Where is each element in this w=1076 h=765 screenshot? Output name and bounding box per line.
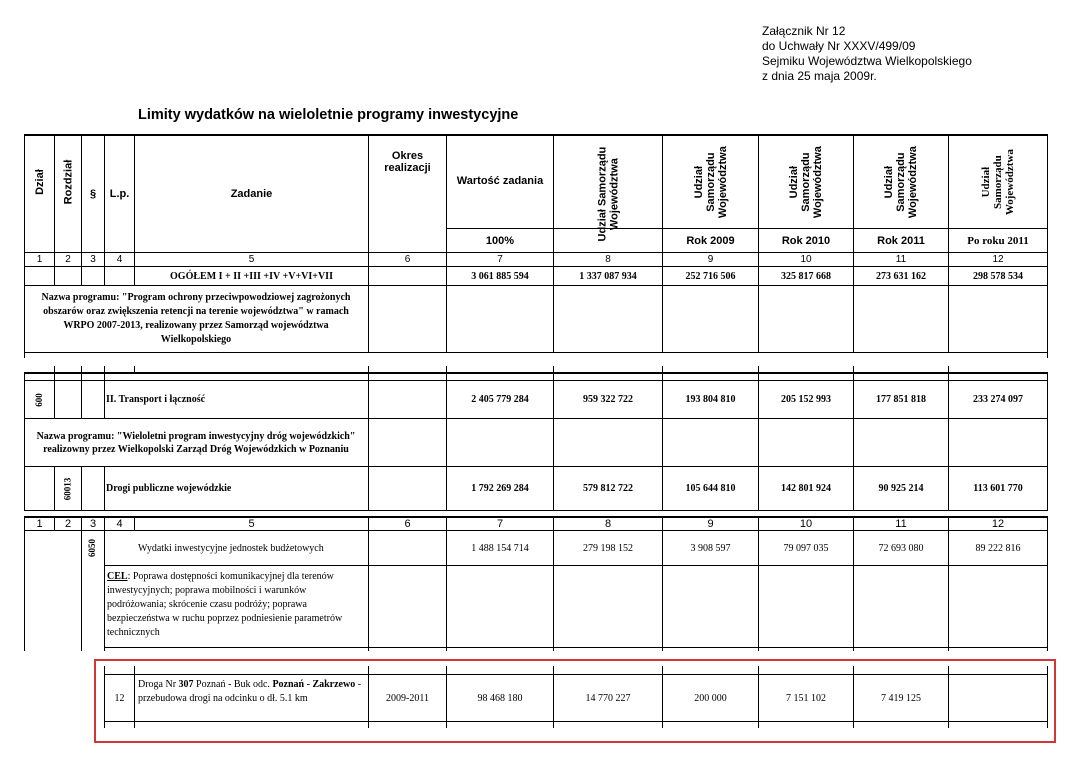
program-2-name: Nazwa programu: "Wieloletni program inwestycyjny dróg wojewódzkich" realizowny przez Wielkopolski Zarząd Dróg Wojewódzkich w Poznaniu bbox=[36, 430, 356, 455]
colnum-4: 4 bbox=[116, 254, 123, 265]
colnum2-1: 1 bbox=[36, 518, 43, 530]
program-1-name: Nazwa programu: "Program ochrony przeciwpowodziowej zagrożonych obszarów oraz zwiększenia retencji na terenie województwa" w ramach WRPO 2007-2013, realizowany przez Samorząd województwa Wielkopolskiego bbox=[41, 292, 351, 345]
task-section: Poznań - Zakrzewo bbox=[272, 679, 356, 690]
drogi-value: 579 812 722 bbox=[583, 483, 633, 494]
document-title: Limity wydatków na wieloletnie programy inwestycyjne bbox=[138, 107, 519, 123]
col-2009-header: Rok 2009 bbox=[686, 234, 735, 247]
total-row-value: 3 061 885 594 bbox=[471, 270, 529, 282]
colnum-1: 1 bbox=[36, 254, 43, 265]
colnum2-7: 7 bbox=[496, 518, 504, 530]
colnum-11: 11 bbox=[895, 254, 907, 265]
colnum-10: 10 bbox=[800, 254, 812, 265]
colnum-6: 6 bbox=[404, 254, 411, 265]
wydatki-value: 72 693 080 bbox=[878, 542, 924, 554]
col-2011-udzial: Udział Samorządu Województwa bbox=[882, 146, 920, 218]
task-value: 200 000 bbox=[694, 692, 727, 704]
colnum-2: 2 bbox=[65, 254, 71, 265]
highlight-box bbox=[94, 659, 1056, 743]
transport-label: II. Transport i łączność bbox=[106, 394, 206, 405]
total-row-label: OGÓŁEM I + II +III +IV +V+VI+VII bbox=[170, 270, 333, 282]
wydatki-value: 279 198 152 bbox=[583, 542, 633, 554]
total-row-value: 273 631 162 bbox=[876, 270, 926, 282]
task-label-post: - przebudowa drogi na odcinku o dł. 5.1 km bbox=[138, 679, 362, 704]
colnum2-8: 8 bbox=[604, 518, 612, 530]
col-lp-header: L.p. bbox=[109, 188, 130, 200]
drogi-value: 113 601 770 bbox=[973, 483, 1023, 494]
colnum2-4: 4 bbox=[116, 518, 123, 530]
task-label-mid: Poznań - Buk odc. bbox=[193, 679, 273, 690]
annex-line-3: Sejmiku Województwa Wielkopolskiego bbox=[762, 54, 972, 68]
transport-value: 177 851 818 bbox=[876, 394, 926, 405]
transport-value: 193 804 810 bbox=[685, 394, 736, 405]
annex-line-4: z dnia 25 maja 2009r. bbox=[762, 69, 877, 83]
col-wartosc-percent: 100% bbox=[485, 234, 515, 247]
colnum2-10: 10 bbox=[799, 518, 813, 530]
col-po-2011-header: Po roku 2011 bbox=[967, 234, 1029, 247]
wydatki-value: 1 488 154 714 bbox=[471, 542, 529, 554]
task-value: 7 151 102 bbox=[786, 692, 826, 704]
colnum-9: 9 bbox=[707, 254, 714, 265]
task-value: 98 468 180 bbox=[477, 692, 523, 704]
task-lp: 12 bbox=[114, 692, 125, 704]
cel-prefix: CEL bbox=[107, 571, 128, 582]
drogi-value: 1 792 269 284 bbox=[471, 483, 529, 494]
total-row-value: 1 337 087 934 bbox=[579, 270, 637, 282]
annex-line-1: Załącznik Nr 12 bbox=[762, 24, 846, 38]
colnum2-12: 12 bbox=[991, 518, 1005, 530]
task-road-number: 307 bbox=[178, 679, 194, 690]
drogi-rozdzial: 60013 bbox=[62, 477, 73, 500]
transport-value: 233 274 097 bbox=[973, 394, 1023, 405]
colnum-7: 7 bbox=[497, 254, 503, 265]
total-row-value: 298 578 534 bbox=[973, 270, 1023, 282]
colnum-8: 8 bbox=[605, 254, 611, 265]
col-udzial-header: Udział Samorządu Województwa bbox=[595, 146, 620, 242]
total-row-value: 252 716 506 bbox=[685, 270, 736, 282]
col-po-2011-udzial: Udział Samorządu Województwa bbox=[979, 149, 1017, 215]
col-2011-header: Rok 2011 bbox=[877, 234, 925, 247]
col-2010-udzial: Udział Samorządu Województwa bbox=[787, 146, 825, 218]
task-okres: 2009-2011 bbox=[386, 692, 429, 704]
annex-line-2: do Uchwały Nr XXXV/499/09 bbox=[762, 39, 916, 53]
wydatki-value: 3 908 597 bbox=[690, 542, 731, 554]
total-row-value: 325 817 668 bbox=[781, 270, 831, 282]
col-zadanie-header: Zadanie bbox=[230, 188, 273, 200]
colnum2-3: 3 bbox=[89, 518, 97, 530]
transport-value: 2 405 779 284 bbox=[471, 394, 529, 405]
transport-value: 205 152 993 bbox=[781, 394, 831, 405]
col-dzial-header: Dział bbox=[33, 169, 46, 195]
colnum2-2: 2 bbox=[64, 518, 72, 530]
col-wartosc-header: Wartość zadania bbox=[456, 175, 544, 187]
col-okres-header: Okres realizacji bbox=[384, 150, 431, 174]
task-label-pre: Droga Nr bbox=[138, 679, 179, 690]
drogi-value: 105 644 810 bbox=[685, 483, 736, 494]
col-paragraf-header: § bbox=[89, 188, 97, 200]
cel-text: : Poprawa dostępności komunikacyjnej dla terenów inwestycyjnych; poprawa mobilności i warunków podróżowania; skrócenie czasu podróży; poprawa bezpieczeństwa w ruchu poprzez podniesienie parametrów technicznych bbox=[107, 571, 343, 638]
col-2009-udzial: Udział Samorządu Województwa bbox=[692, 146, 729, 218]
transport-dzial: 600 bbox=[33, 392, 44, 407]
wydatki-label: Wydatki inwestycyjne jednostek budżetowych bbox=[138, 542, 324, 554]
wydatki-value: 89 222 816 bbox=[975, 542, 1021, 554]
colnum2-5: 5 bbox=[248, 518, 255, 530]
col-2010-header: Rok 2010 bbox=[781, 234, 831, 247]
colnum2-11: 11 bbox=[895, 518, 907, 530]
colnum2-9: 9 bbox=[707, 518, 714, 530]
drogi-value: 90 925 214 bbox=[878, 483, 924, 494]
wydatki-paragraf: 6050 bbox=[87, 538, 98, 557]
drogi-label: Drogi publiczne wojewódzkie bbox=[106, 483, 232, 494]
drogi-value: 142 801 924 bbox=[781, 483, 831, 494]
colnum-5: 5 bbox=[248, 254, 255, 265]
colnum-12: 12 bbox=[992, 254, 1004, 265]
task-value: 7 419 125 bbox=[881, 692, 921, 704]
colnum2-6: 6 bbox=[404, 518, 411, 530]
wydatki-value: 79 097 035 bbox=[783, 542, 829, 554]
transport-value: 959 322 722 bbox=[583, 394, 633, 405]
colnum-3: 3 bbox=[90, 254, 96, 265]
col-rozdzial-header: Rozdział bbox=[61, 159, 74, 205]
cel-description bbox=[107, 570, 365, 640]
task-value: 14 770 227 bbox=[585, 692, 631, 704]
